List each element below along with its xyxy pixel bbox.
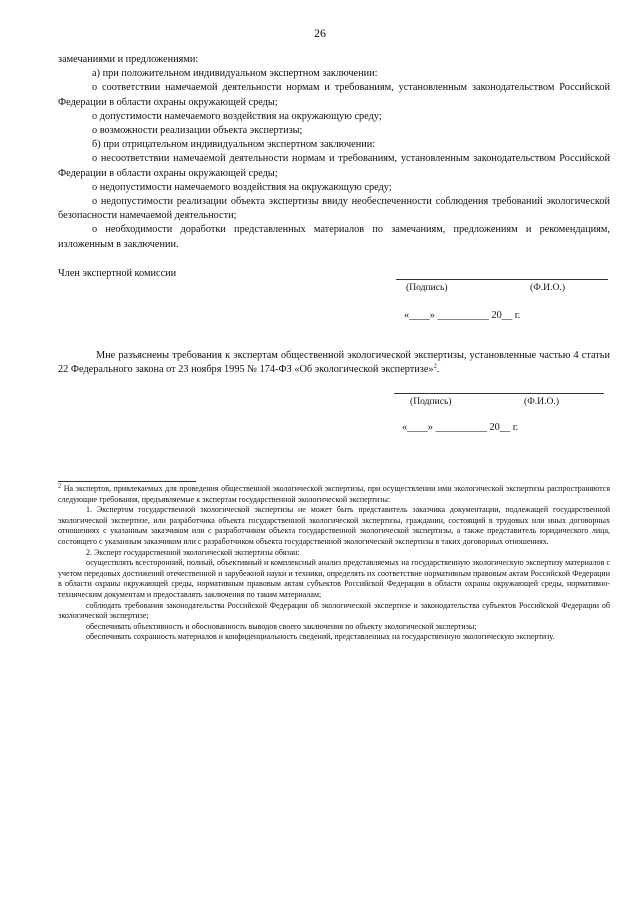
footnote-intro — [58, 484, 610, 505]
signature-caption-2: (Подпись) — [410, 396, 452, 408]
footnote — [58, 484, 610, 643]
paragraph-compliance: о соответствии намечаемой деятельности нормам и требованиям, установленным законодательством Российской Федерации в области охраны окружающей среды; — [58, 82, 610, 108]
page-number: 26 — [314, 26, 326, 40]
signature-block — [58, 267, 610, 309]
footnote-item-2: 2. Эксперт государственной экологической экспертизы обязан: — [86, 547, 300, 557]
date-line: «____» __________ 20__ г. — [404, 309, 521, 321]
paragraph-inadmissibility: о недопустимости намечаемого воздействия на окружающую среду; — [92, 181, 392, 193]
footnote-rule — [58, 481, 196, 482]
signature-block-2 — [58, 381, 610, 441]
explanation-end: . — [436, 364, 440, 376]
signature-caption: (Подпись) — [406, 281, 448, 293]
signature-line-2 — [394, 393, 604, 394]
footnote-item-2b: соблюдать требования законодательства Российской Федерации об экологической экспертизе и законодательства субъектов Российской Федерации об экологической экспертизе; — [58, 600, 610, 621]
footnote-item-2c: обеспечивать объективность и обоснованность выводов своего заключения по объекту экологической экспертизы; — [86, 621, 477, 631]
name-caption-2: (Ф.И.О.) — [524, 396, 560, 408]
paragraph-admissibility: о допустимости намечаемого воздействия на окружающую среду; — [92, 110, 382, 122]
footnote-intro-text: На экспертов, привлекаемых для проведения общественной экологической экспертизы, при осуществлении ими экологической экспертизы распространяются следующие требования, предъявляемые к экспертам государственной экологической экспертизы: — [58, 484, 611, 504]
member-label: Член экспертной комиссии — [58, 267, 177, 279]
paragraph-possibility: о возможности реализации объекта экспертизы; — [92, 125, 303, 137]
date-line-2: «____» __________ 20__ г. — [402, 422, 519, 434]
paragraph-negative-heading: б) при отрицательном индивидуальном экспертном заключении: — [92, 139, 376, 151]
footnote-item-2d: обеспечивать сохранность материалов и конфиденциальность сведений, представленных на государственную экологическую экспертизу. — [86, 632, 555, 642]
footnote-item-2a: осуществлять всесторонний, полный, объективный и комплексный анализ представляемых на государственную экологическую экспертизу материалов с учетом передовых достижений отечественной и зарубежной науки и техники, определять их соответствие нормативным правовым актам Российской Федерации в области охраны окружающей среды, нормативным правовым актам субъектов Российской Федерации в области охраны окружающей среды, нормативно-техническим документам и предоставлять заключения по таким материалам; — [58, 558, 610, 599]
signature-line — [396, 279, 608, 280]
main-text — [58, 53, 610, 441]
paragraph-explanation — [58, 349, 610, 377]
paragraph-revision: о необходимости доработки представленных материалов по замечаниям, предложениям и рекомендациям, изложенным в заключении. — [58, 224, 610, 250]
name-caption: (Ф.И.О.) — [530, 281, 566, 293]
footnote-marker: 2 — [58, 482, 62, 490]
date-row — [58, 309, 610, 331]
paragraph-impossibility: о недопустимости реализации объекта экспертизы ввиду необеспеченности соблюдения требований экологической безопасности намечаемой деятельности; — [58, 196, 610, 222]
explanation-text: Мне разъяснены требования к экспертам общественной экологической экспертизы, установленные частью 4 статьи 22 Федерального закона от 23 ноября 1995 № 174-ФЗ «Об экологической экспертизе» — [58, 349, 610, 376]
paragraph-noncompliance: о несоответствии намечаемой деятельности нормам и требованиям, установленным законодательством Российской Федерации в области охраны окружающей среды; — [58, 153, 610, 179]
footnote-item-1: 1. Экспертом государственной экологической экспертизы не может быть представитель заказчика документации, подлежащей государственной экологической экспертизе, или разработчика объекта государственной экологической экспертизы, гражданин, состоящий в трудовых или иных договорных отношениях с указанным заказчиком или с разработчиком объекта государственной экологической экспертизы, а также представитель юридического лица, состоящего с указанным заказчиком или с разработчиком объекта государственной экологической экспертизы в таких договорных отношениях. — [58, 505, 610, 546]
paragraph-intro: замечаниями и предложениями: — [58, 54, 199, 65]
paragraph-positive-heading: а) при положительном индивидуальном экспертном заключении: — [92, 68, 378, 80]
footnote-ref: 2 — [433, 362, 437, 370]
